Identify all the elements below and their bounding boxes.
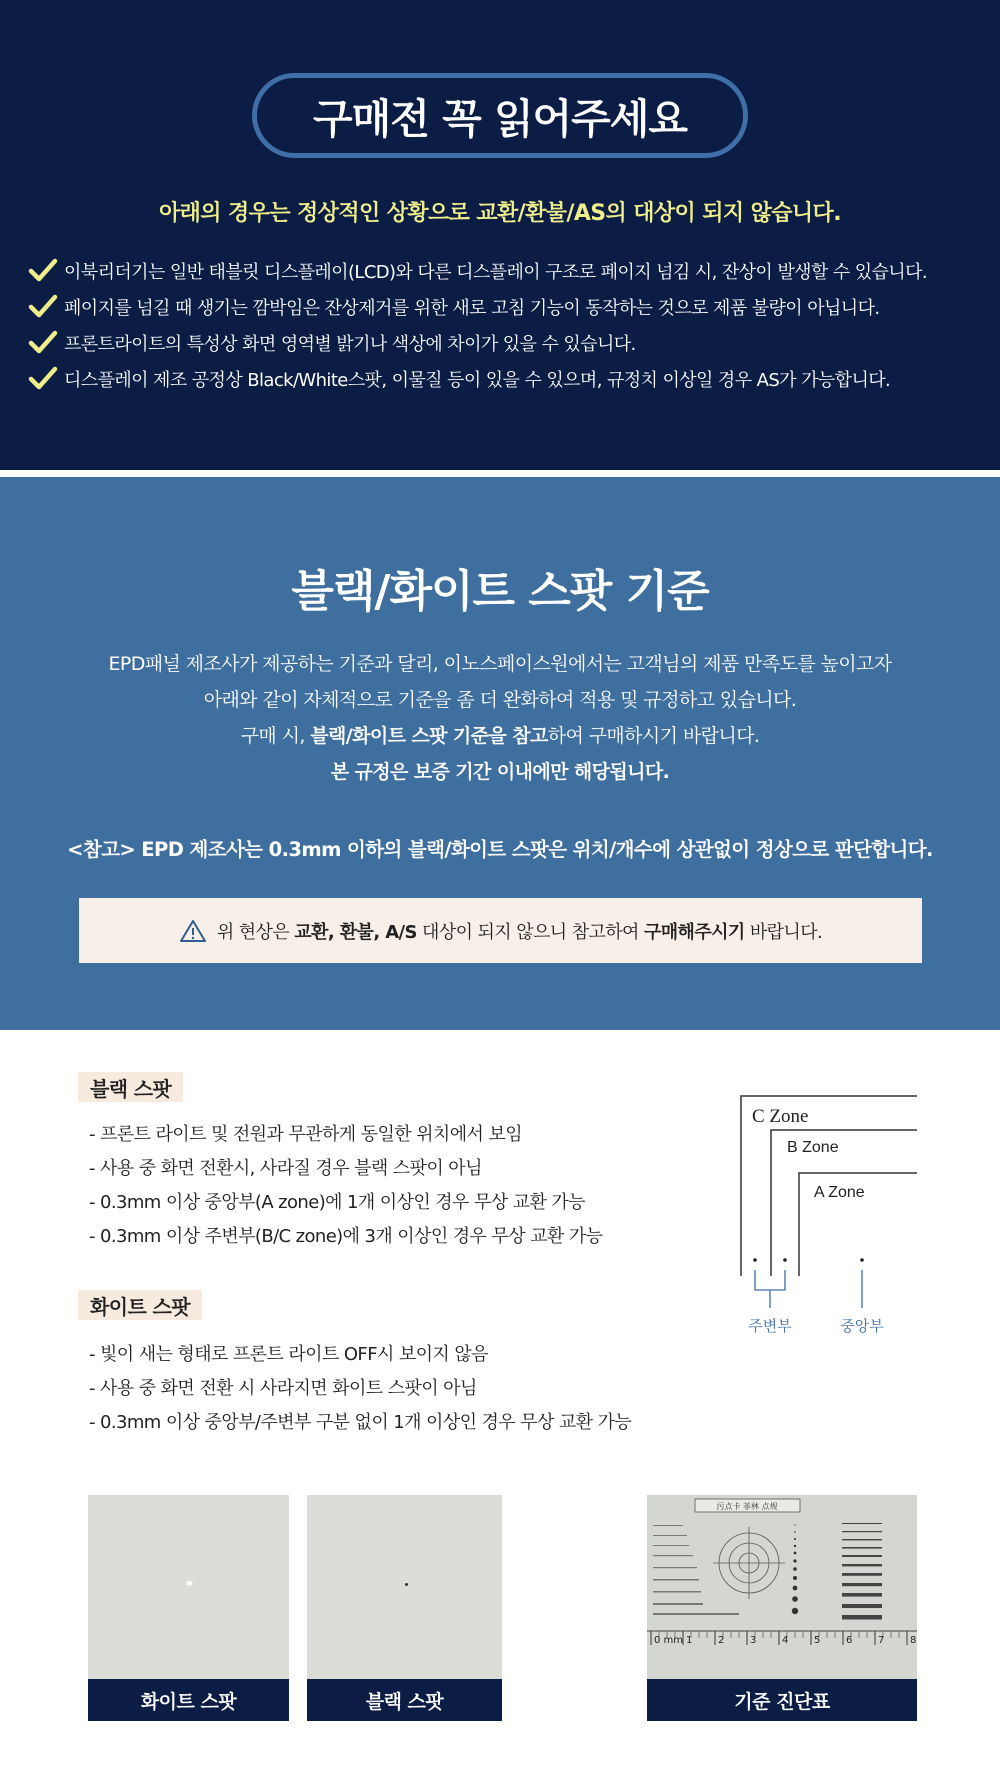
white-spot-caption: 화이트 스팟 <box>88 1679 289 1721</box>
notice-subtitle: 아래의 경우는 정상적인 상황으로 교환/환불/AS의 대상이 되지 않습니다. <box>159 201 841 226</box>
notice-item-text: 이북리더기는 일반 태블릿 디스플레이(LCD)와 다른 디스플레이 구조로 페이지 넘김 시, 잔상이 발생할 수 있습니다. <box>64 262 927 283</box>
ruler-tick-label: 1 <box>686 1635 693 1646</box>
target-icon <box>713 1527 785 1599</box>
a-zone-label: A Zone <box>814 1184 865 1201</box>
spot-standard-title: 블랙/화이트 스팟 기준 <box>291 566 709 617</box>
standard-paragraph-line <box>0 721 1000 748</box>
ruler-tick-label: 0 mm <box>654 1635 684 1646</box>
white-spot-rule: - 빛이 새는 형태로 프론트 라이트 OFF시 보이지 않음 <box>89 1344 488 1365</box>
ruler-tick-label: 2 <box>718 1635 725 1646</box>
periphery-label: 주변부 <box>748 1317 792 1335</box>
black-spot-caption: 블랙 스팟 <box>307 1679 502 1721</box>
ruler-tick-label: 8 <box>910 1635 917 1646</box>
black-spot-rule: - 프론트 라이트 및 전원과 무관하게 동일한 위치에서 보임 <box>89 1124 522 1145</box>
notice-title: 구매전 꼭 읽어주세요 <box>312 95 687 143</box>
ruler-tick-label: 7 <box>878 1635 885 1646</box>
ruler-tick-label: 3 <box>750 1635 757 1646</box>
chart-card-header: 污点卡 菲林 点规 <box>716 1502 778 1511</box>
white-spot-rule: - 0.3mm 이상 중앙부/주변부 구분 없이 1개 이상인 경우 무상 교환 가능 <box>89 1412 632 1433</box>
warranty-note: 본 규정은 보증 기간 이내에만 해당됩니다. <box>330 761 670 783</box>
black-spot-photo <box>307 1495 502 1721</box>
notice-box <box>79 898 922 963</box>
diagnostic-chart-photo <box>647 1495 917 1721</box>
notice-text <box>217 918 822 944</box>
diagnostic-chart-caption: 기준 진단표 <box>647 1679 917 1721</box>
notice-item <box>28 328 988 358</box>
black-spot-tag: 블랙 스팟 <box>78 1072 183 1102</box>
check-icon <box>28 256 58 286</box>
white-spot-photo <box>88 1495 289 1721</box>
check-icon <box>28 292 58 322</box>
zone-diagram <box>735 1090 925 1350</box>
notice-text-bold: 교환, 환불, A/S <box>294 921 417 943</box>
notice-text-part: 위 현상은 <box>216 921 295 943</box>
white-spot-mark <box>187 1581 192 1585</box>
black-spot-mark <box>405 1583 408 1586</box>
notice-item-text: 페이지를 넘길 때 생기는 깜박임은 잔상제거를 위한 새로 고침 기능이 동작하는 것으로 제품 불량이 아닙니다. <box>64 298 880 319</box>
notice-item <box>28 364 988 394</box>
c-zone-label: C Zone <box>752 1106 809 1127</box>
notice-text-part: 바랍니다. <box>744 921 823 943</box>
notice-item <box>28 256 988 286</box>
line-scale-right <box>842 1523 882 1620</box>
dot-scale-middle <box>792 1524 798 1614</box>
center-dot <box>860 1258 864 1262</box>
standard-text: 구매 시, <box>240 725 311 747</box>
ruler-tick-label: 4 <box>782 1635 789 1646</box>
ruler <box>651 1631 916 1646</box>
black-spot-rule: - 0.3mm 이상 중앙부(A zone)에 1개 이상인 경우 무상 교환 가능 <box>89 1192 585 1213</box>
periphery-dot <box>753 1258 757 1262</box>
standard-text-bold: 블랙/화이트 스팟 기준을 참고 <box>310 725 548 747</box>
white-spot-tag: 화이트 스팟 <box>78 1290 202 1320</box>
notice-text-part: 대상이 되지 않으니 참고하여 <box>416 921 644 943</box>
notice-item <box>28 292 988 322</box>
dot-scale-left <box>653 1525 739 1615</box>
ruler-tick-label: 5 <box>814 1635 821 1646</box>
black-spot-rule: - 사용 중 화면 전환시, 사라질 경우 블랙 스팟이 아님 <box>89 1158 482 1179</box>
standard-paragraph-line: 아래와 같이 자체적으로 기준을 좀 더 완화하여 적용 및 규정하고 있습니다. <box>203 689 797 711</box>
spot-standard-section <box>0 477 1000 1030</box>
standard-text: 하여 구매하시기 바랍니다. <box>547 725 760 747</box>
manufacturer-note: <참고> EPD 제조사는 0.3mm 이하의 블랙/화이트 스팟은 위치/개수에 상관없이 정상으로 판단합니다. <box>67 838 933 861</box>
center-label: 중앙부 <box>840 1317 884 1335</box>
notice-title-pill <box>252 73 748 158</box>
notice-text-bold: 구매해주시기 <box>643 921 745 943</box>
warning-triangle-icon <box>179 919 207 943</box>
black-spot-rule: - 0.3mm 이상 주변부(B/C zone)에 3개 이상인 경우 무상 교환 가능 <box>89 1226 603 1247</box>
notice-item-text: 디스플레이 제조 공정상 Black/White스팟, 이물질 등이 있을 수 있으며, 규정치 이상일 경우 AS가 가능합니다. <box>64 370 891 391</box>
standard-paragraph-line: EPD패널 제조사가 제공하는 기준과 달리, 이노스페이스원에서는 고객님의 제품 만족도를 높이고자 <box>108 653 892 675</box>
periphery-dot <box>783 1258 787 1262</box>
purchase-notice-section <box>0 0 1000 470</box>
notice-item-text: 프론트라이트의 특성상 화면 영역별 밝기나 색상에 차이가 있을 수 있습니다. <box>64 334 636 355</box>
white-spot-rule: - 사용 중 화면 전환 시 사라지면 화이트 스팟이 아님 <box>89 1378 477 1399</box>
check-icon <box>28 328 58 358</box>
ruler-tick-label: 6 <box>846 1635 853 1646</box>
b-zone-label: B Zone <box>787 1139 839 1156</box>
periphery-bracket <box>755 1270 785 1290</box>
check-icon <box>28 364 58 394</box>
